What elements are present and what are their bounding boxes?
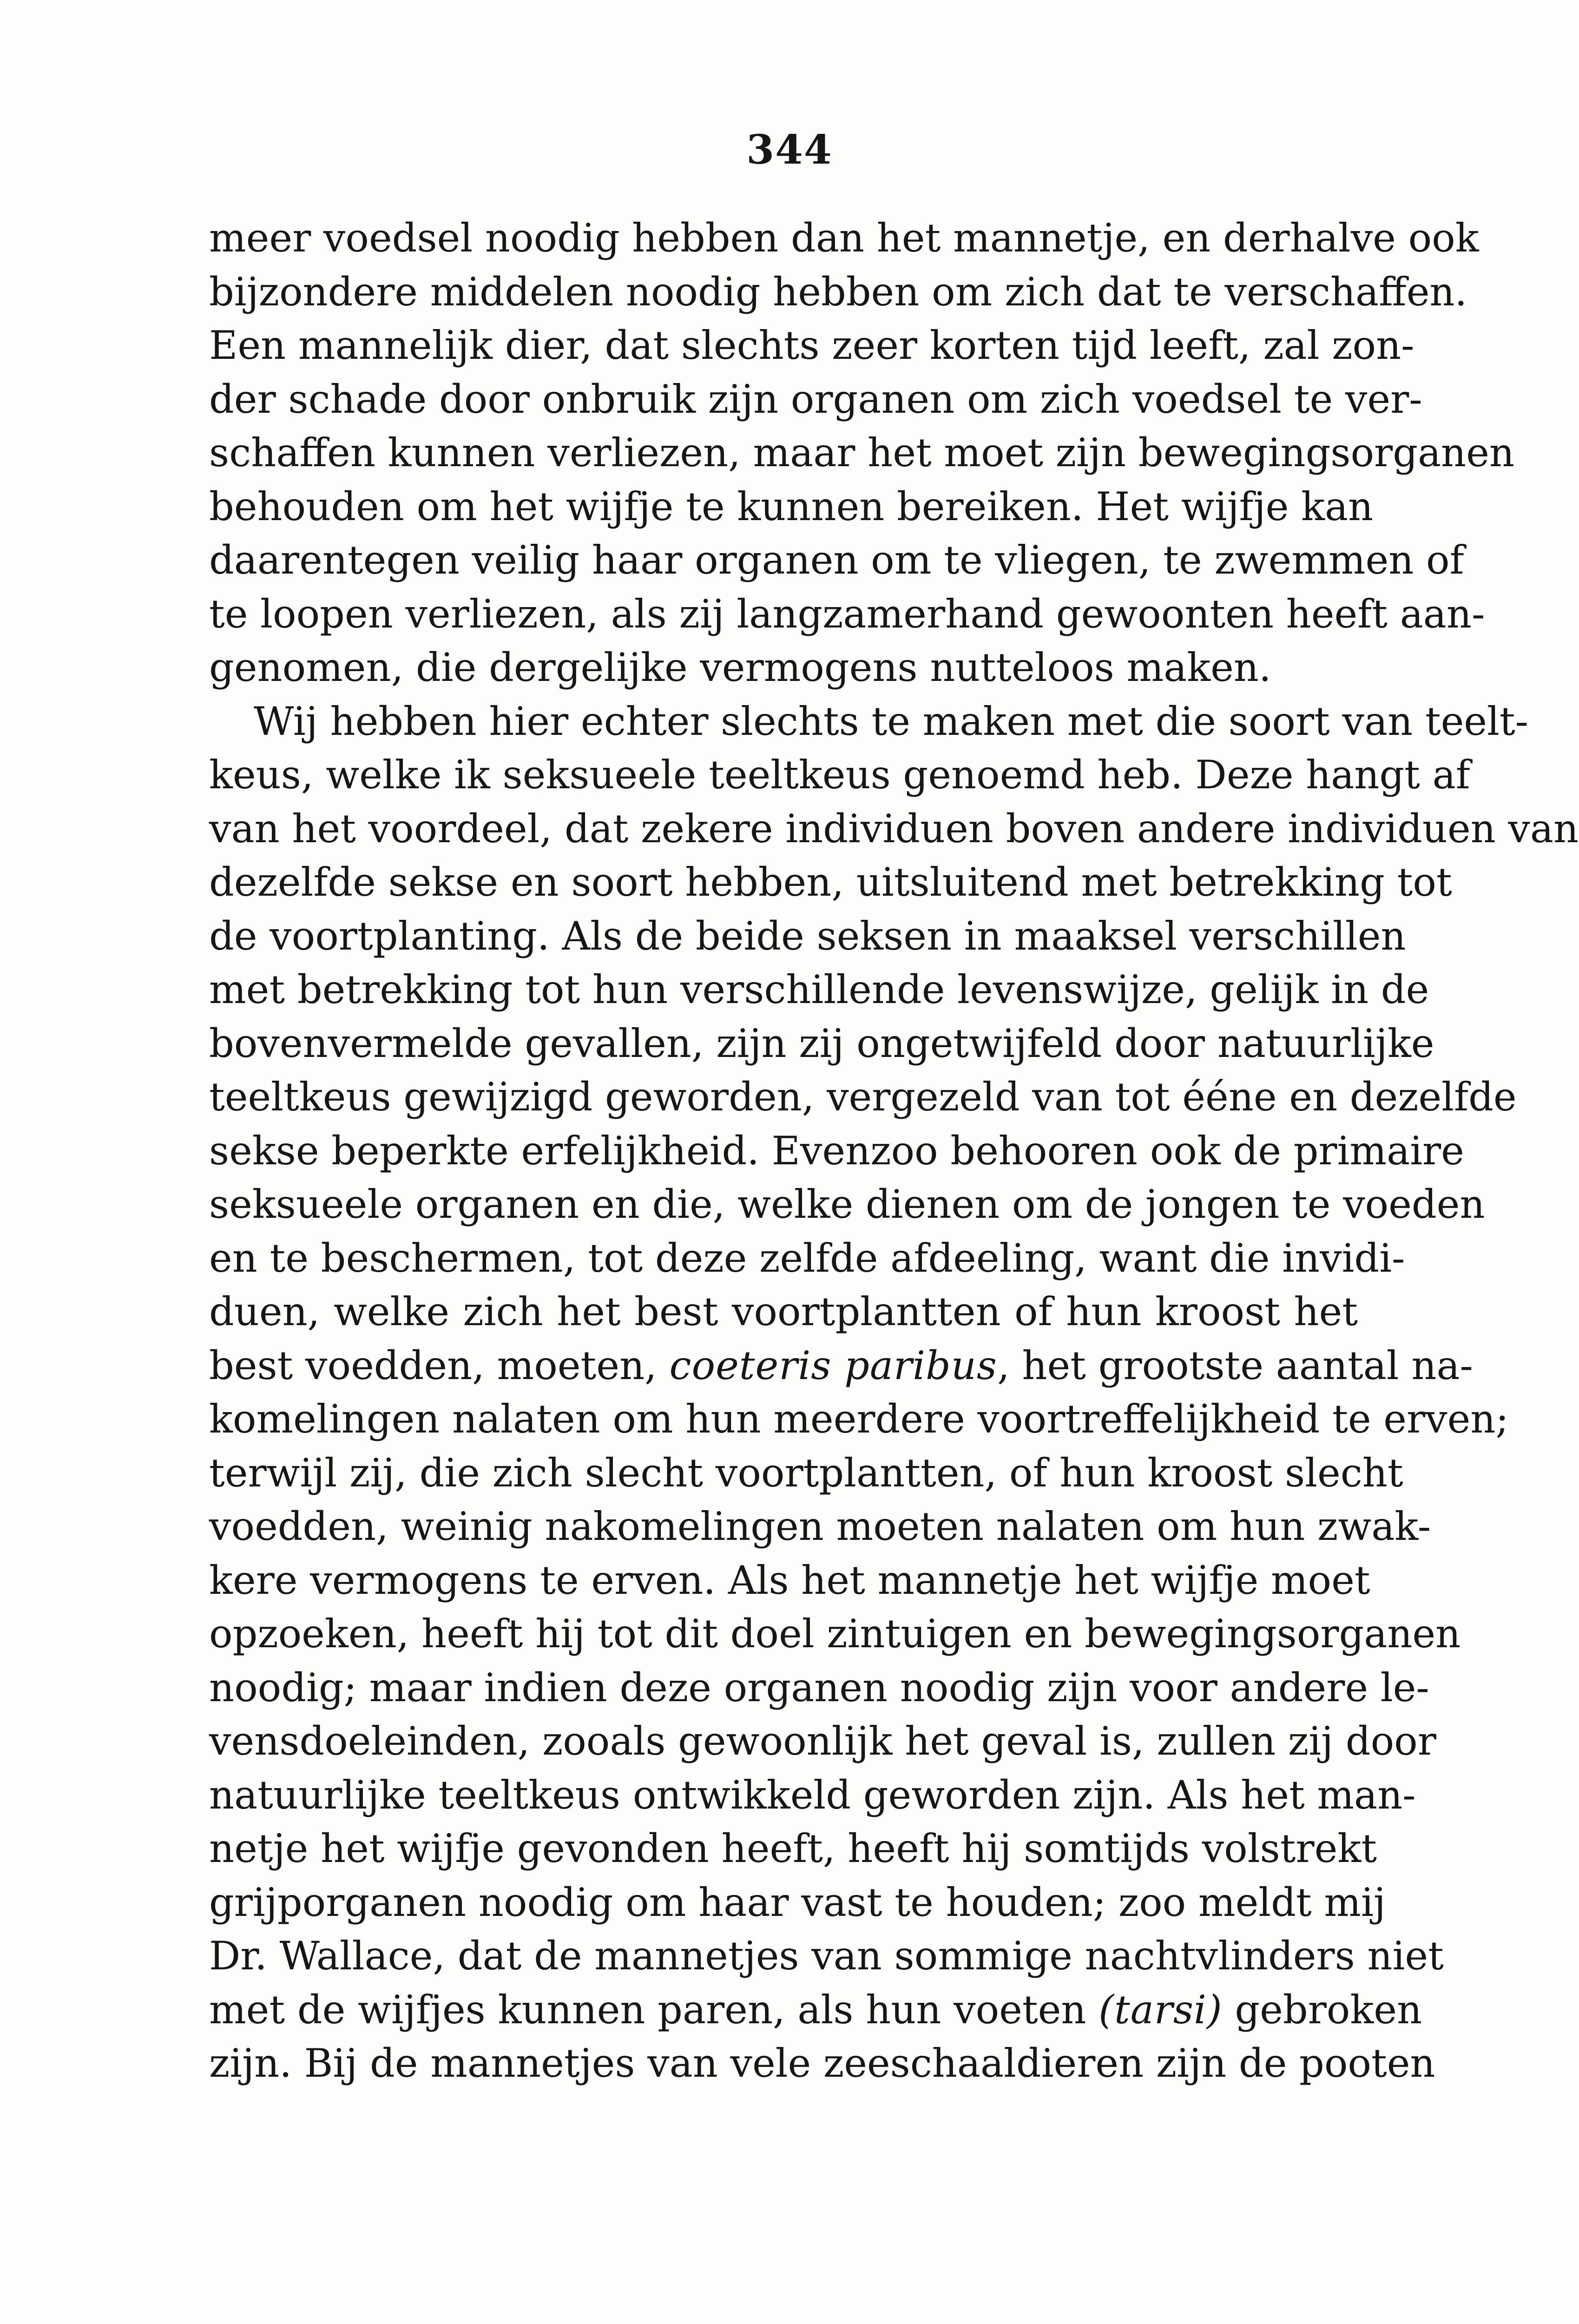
text-line: bijzondere middelen noodig hebben om zich dat te verschaffen. xyxy=(209,269,1467,315)
text-line: natuurlijke teeltkeus ontwikkeld geworden zijn. Als het man- xyxy=(209,1772,1416,1818)
text-line: teeltkeus gewijzigd geworden, vergezeld van tot ééne en dezelfde xyxy=(209,1074,1517,1120)
text-line: dezelfde sekse en soort hebben, uitsluitend met betrekking tot xyxy=(209,859,1452,905)
text-line: der schade door onbruik zijn organen om zich voedsel te ver- xyxy=(209,376,1422,422)
text-line: en te beschermen, tot deze zelfde afdeeling, want die invidi- xyxy=(209,1235,1405,1281)
italic-phrase: coeteris paribus xyxy=(669,1342,997,1388)
text-line: terwijl zij, die zich slecht voortplantten, of hun kroost slecht xyxy=(209,1450,1403,1496)
text-segment: gebroken xyxy=(1222,1987,1422,2033)
text-line: opzoeken, heeft hij tot dit doel zintuigen en bewegingsorganen xyxy=(209,1611,1461,1657)
text-line: vensdoeleinden, zooals gewoonlijk het geval is, zullen zij door xyxy=(209,1718,1436,1764)
text-line: duen, welke zich het best voortplantten of hun kroost het xyxy=(209,1289,1358,1334)
text-line: te loopen verliezen, als zij langzamerhand gewoonten heeft aan- xyxy=(209,591,1485,637)
text-line: Dr. Wallace, dat de mannetjes van sommige nachtvlinders niet xyxy=(209,1933,1444,1979)
text-line: schaffen kunnen verliezen, maar het moet zijn bewegingsorganen xyxy=(209,430,1514,475)
text-line: meer voedsel noodig hebben dan het mannetje, en derhalve ook xyxy=(209,215,1479,261)
text-line-with-italic xyxy=(209,1983,1422,2037)
text-line: met betrekking tot hun verschillende levenswijze, gelijk in de xyxy=(209,967,1429,1012)
text-segment: met de wijfjes kunnen paren, als hun voeten xyxy=(209,1987,1099,2033)
text-line-with-italic xyxy=(209,1339,1473,1393)
text-line: grijporganen noodig om haar vast te houden; zoo meldt mij xyxy=(209,1879,1386,1925)
italic-phrase: (tarsi) xyxy=(1099,1987,1223,2033)
page-number: 344 xyxy=(746,126,833,173)
text-line: netje het wijfje gevonden heeft, heeft hij somtijds volstrekt xyxy=(209,1826,1377,1871)
text-line: kere vermogens te erven. Als het mannetje het wijfje moet xyxy=(209,1557,1370,1603)
text-line: Wij hebben hier echter slechts te maken met die soort van teelt- xyxy=(254,698,1529,744)
text-line: zijn. Bij de mannetjes van vele zeeschaaldieren zijn de pooten xyxy=(209,2040,1435,2086)
text-line: seksueele organen en die, welke dienen om de jongen te voeden xyxy=(209,1182,1485,1227)
text-line: Een mannelijk dier, dat slechts zeer korten tijd leeft, zal zon- xyxy=(209,323,1415,368)
text-line: keus, welke ik seksueele teeltkeus genoemd heb. Deze hangt af xyxy=(209,752,1470,798)
body-text xyxy=(209,211,1579,2091)
text-line: genomen, die dergelijke vermogens nutteloos maken. xyxy=(209,645,1271,690)
text-line: behouden om het wijfje te kunnen bereiken. Het wijfje kan xyxy=(209,483,1374,529)
text-line: sekse beperkte erfelijkheid. Evenzoo behooren ook de primaire xyxy=(209,1128,1464,1174)
text-line: bovenvermelde gevallen, zijn zij ongetwijfeld door natuurlijke xyxy=(209,1020,1434,1066)
text-line: voedden, weinig nakomelingen moeten nalaten om hun zwak- xyxy=(209,1504,1431,1549)
text-segment: best voedden, moeten, xyxy=(209,1342,670,1388)
text-line: noodig; maar indien deze organen noodig zijn voor andere le- xyxy=(209,1664,1429,1710)
text-line: komelingen nalaten om hun meerdere voortreffelijkheid te erven; xyxy=(209,1396,1509,1442)
text-line: daarentegen veilig haar organen om te vliegen, te zwemmen of xyxy=(209,537,1464,583)
text-line: de voortplanting. Als de beide seksen in maaksel verschillen xyxy=(209,913,1406,959)
text-segment: , het grootste aantal na- xyxy=(997,1342,1473,1388)
text-line: van het voordeel, dat zekere individuen boven andere individuen van xyxy=(209,805,1579,852)
